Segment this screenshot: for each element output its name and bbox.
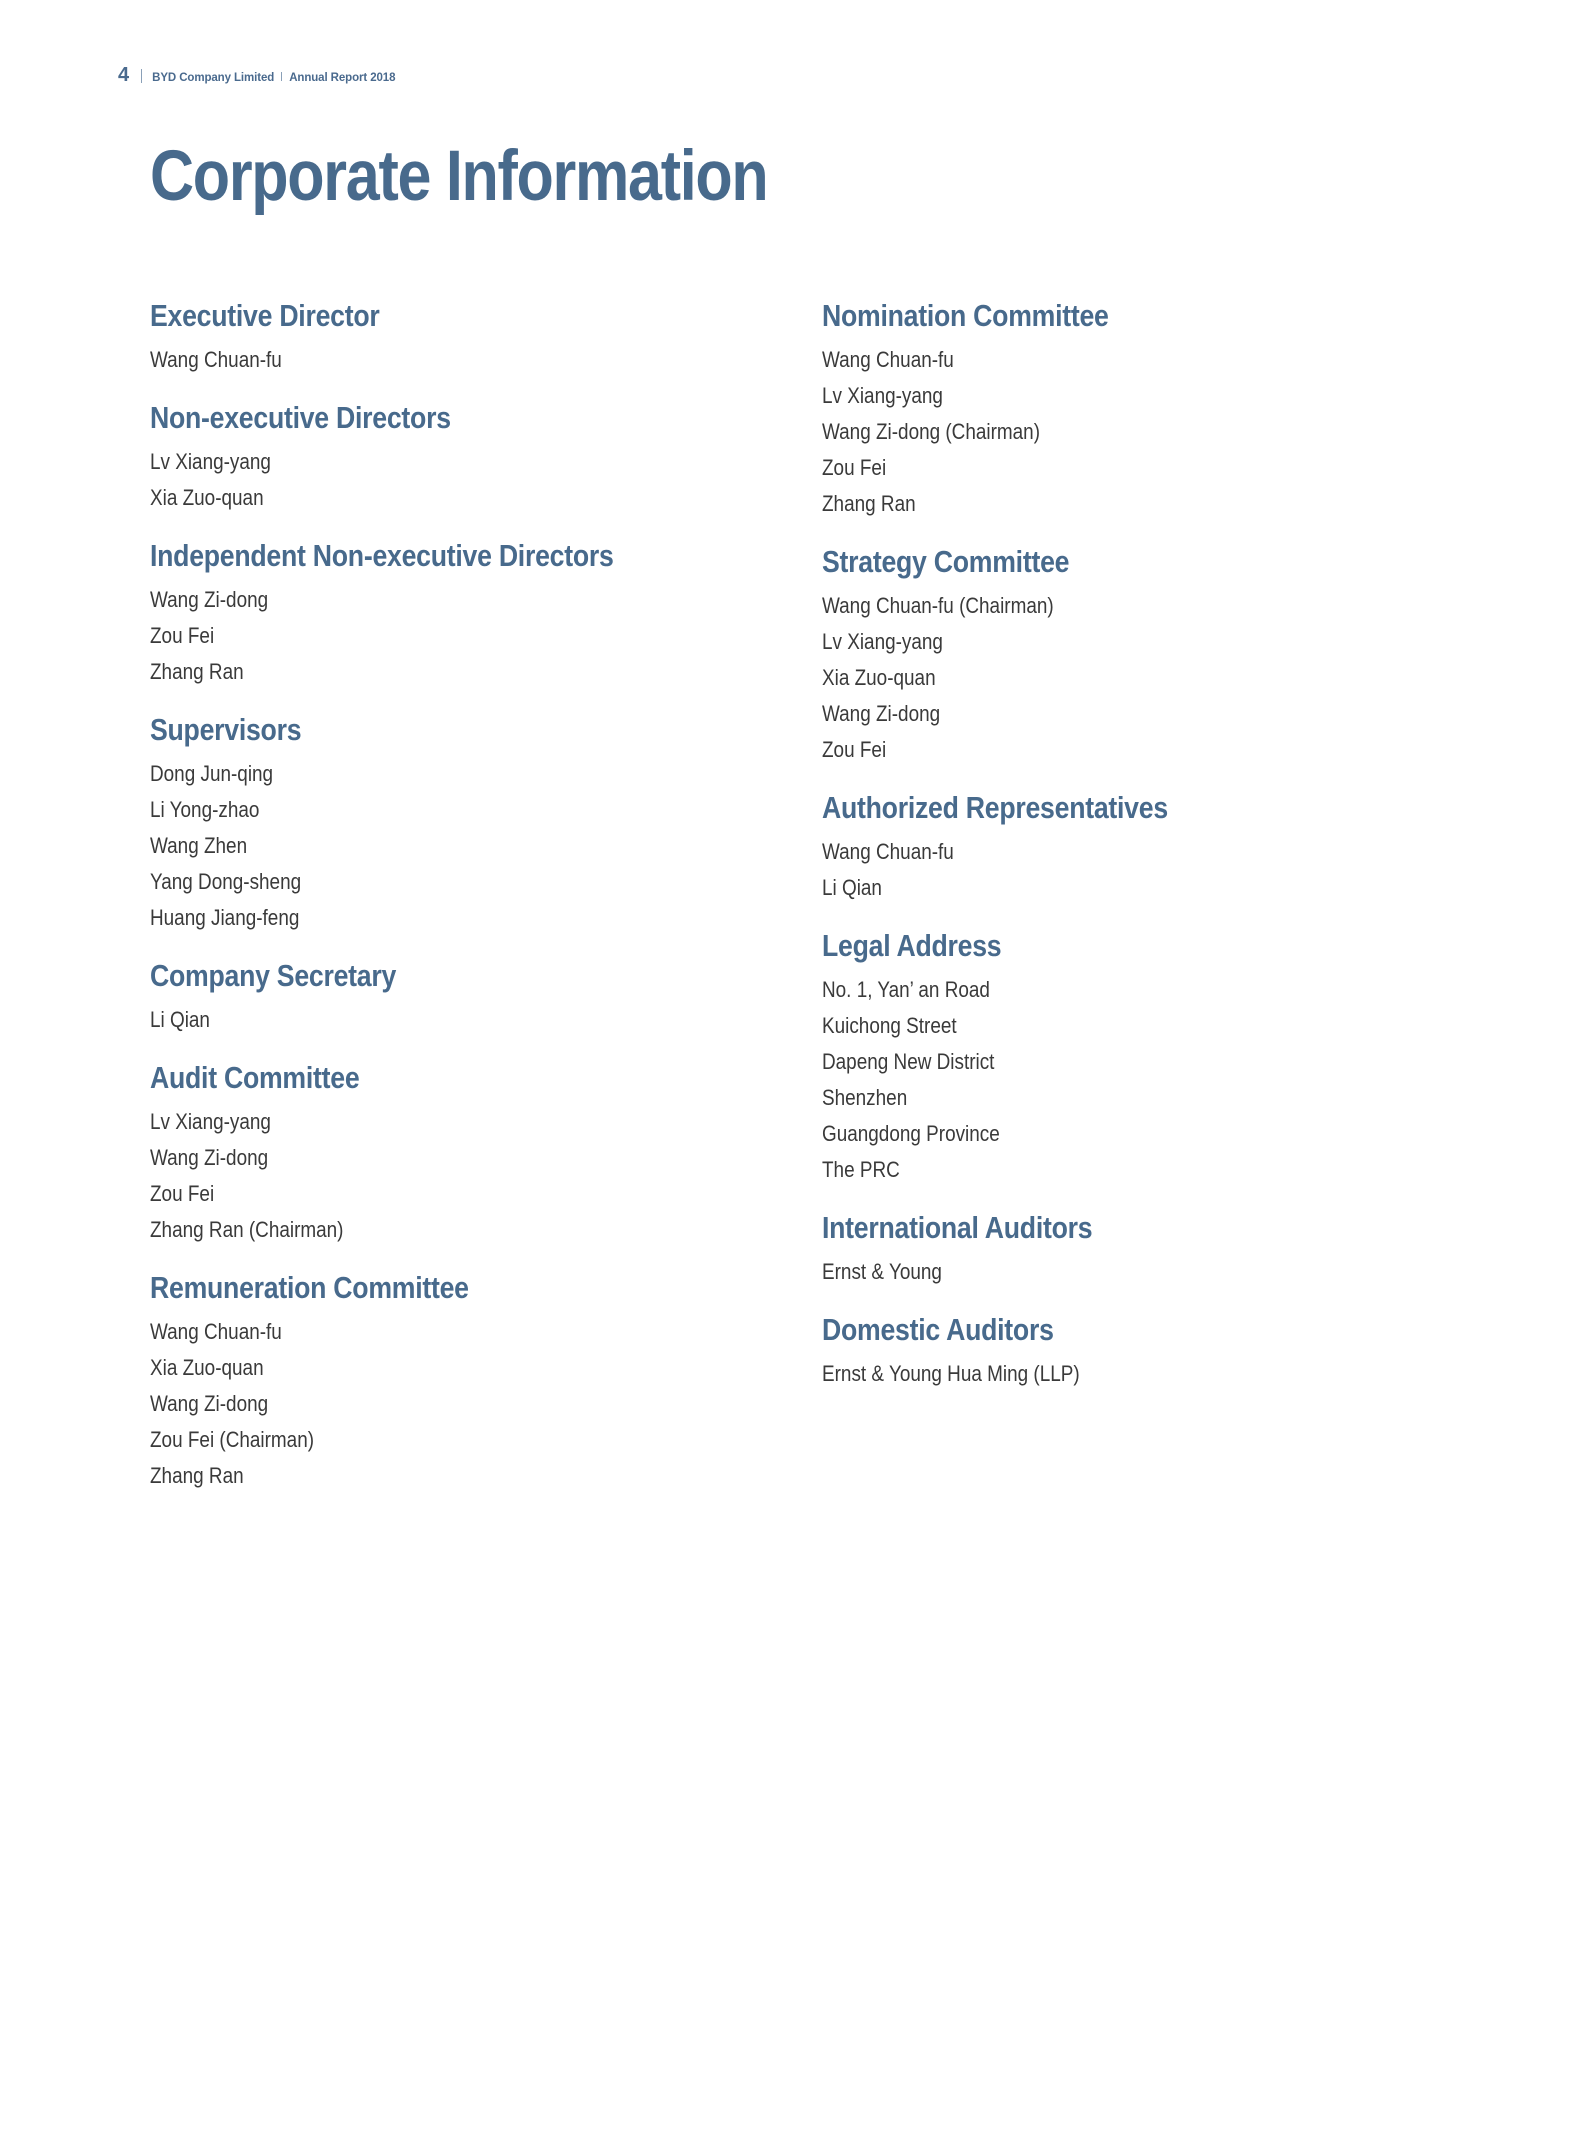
list-item: Ernst & Young: [822, 1259, 942, 1284]
header-divider-small: [281, 72, 282, 81]
list-item: Huang Jiang-feng: [150, 905, 300, 930]
section-strategy-committee: [822, 542, 1462, 768]
section-heading: Authorized Representatives: [822, 790, 1168, 825]
section-heading: Executive Director: [150, 298, 380, 333]
list-item: Wang Chuan-fu: [822, 839, 954, 864]
list-item: Lv Xiang-yang: [150, 1109, 271, 1134]
header-divider: [141, 69, 142, 83]
list-item: Lv Xiang-yang: [150, 449, 271, 474]
entry-list: [822, 342, 1462, 522]
section-heading: Non-executive Directors: [150, 400, 451, 435]
entry-list: [822, 1356, 1462, 1392]
header-report: Annual Report 2018: [289, 72, 396, 84]
entry-list: [150, 444, 790, 516]
section-heading: Strategy Committee: [822, 544, 1070, 579]
entry-list: [150, 342, 790, 378]
list-item: The PRC: [822, 1157, 900, 1182]
list-item: Wang Zi-dong (Chairman): [822, 419, 1041, 444]
list-item: Yang Dong-sheng: [150, 869, 302, 894]
section-heading: Independent Non-executive Directors: [150, 538, 614, 573]
list-item: Wang Zi-dong: [822, 701, 941, 726]
section-executive-director: [150, 296, 790, 378]
list-item: Lv Xiang-yang: [822, 383, 943, 408]
section-legal-address: [822, 926, 1462, 1188]
section-non-executive-directors: [150, 398, 790, 516]
list-item: Li Qian: [150, 1007, 210, 1032]
list-item: Dapeng New District: [822, 1049, 995, 1074]
section-audit-committee: [150, 1058, 790, 1248]
list-item: Ernst & Young Hua Ming (LLP): [822, 1361, 1080, 1386]
section-international-auditors: [822, 1208, 1462, 1290]
entry-list: [150, 582, 790, 690]
list-item: Xia Zuo-quan: [822, 665, 936, 690]
entry-list: [822, 972, 1462, 1188]
list-item: Wang Zi-dong: [150, 1145, 269, 1170]
list-item: Dong Jun-qing: [150, 761, 274, 786]
page-title: Corporate Information: [150, 137, 768, 216]
entry-list: [150, 756, 790, 936]
entry-list: [150, 1104, 790, 1248]
list-item: Zou Fei: [150, 623, 215, 648]
list-item: Wang Zi-dong: [150, 587, 269, 612]
list-item: Zou Fei: [150, 1181, 215, 1206]
list-item: Xia Zuo-quan: [150, 485, 264, 510]
entry-list: [822, 1254, 1462, 1290]
list-item: Zhang Ran (Chairman): [150, 1217, 344, 1242]
section-heading: Supervisors: [150, 712, 302, 747]
list-item: Kuichong Street: [822, 1013, 957, 1038]
left-column: [150, 296, 790, 1514]
list-item: Wang Chuan-fu (Chairman): [822, 593, 1054, 618]
section-heading: Legal Address: [822, 928, 1002, 963]
section-company-secretary: [150, 956, 790, 1038]
list-item: Lv Xiang-yang: [822, 629, 943, 654]
section-authorized-representatives: [822, 788, 1462, 906]
section-heading: Remuneration Committee: [150, 1270, 469, 1305]
section-supervisors: [150, 710, 790, 936]
list-item: Zou Fei: [822, 737, 887, 762]
right-column: [822, 296, 1462, 1412]
list-item: Wang Zhen: [150, 833, 248, 858]
running-header: [118, 64, 395, 87]
list-item: Li Yong-zhao: [150, 797, 260, 822]
list-item: Wang Chuan-fu: [150, 1319, 282, 1344]
list-item: Zou Fei (Chairman): [150, 1427, 315, 1452]
section-heading: International Auditors: [822, 1210, 1093, 1245]
list-item: Wang Chuan-fu: [150, 347, 282, 372]
header-company: BYD Company Limited: [152, 72, 275, 84]
section-domestic-auditors: [822, 1310, 1462, 1392]
list-item: Shenzhen: [822, 1085, 908, 1110]
section-heading: Domestic Auditors: [822, 1312, 1054, 1347]
list-item: Wang Zi-dong: [150, 1391, 269, 1416]
list-item: Wang Chuan-fu: [822, 347, 954, 372]
list-item: Zhang Ran: [822, 491, 916, 516]
list-item: Zou Fei: [822, 455, 887, 480]
entry-list: [150, 1002, 790, 1038]
section-heading: Audit Committee: [150, 1060, 360, 1095]
entry-list: [822, 588, 1462, 768]
entry-list: [150, 1314, 790, 1494]
section-independent-non-executive-directors: [150, 536, 790, 690]
section-heading: Nomination Committee: [822, 298, 1109, 333]
section-heading: Company Secretary: [150, 958, 397, 993]
section-nomination-committee: [822, 296, 1462, 522]
section-remuneration-committee: [150, 1268, 790, 1494]
list-item: Zhang Ran: [150, 659, 244, 684]
entry-list: [822, 834, 1462, 906]
list-item: Xia Zuo-quan: [150, 1355, 264, 1380]
page-number: 4: [118, 64, 130, 86]
list-item: Guangdong Province: [822, 1121, 1000, 1146]
list-item: No. 1, Yan’ an Road: [822, 977, 990, 1002]
list-item: Zhang Ran: [150, 1463, 244, 1488]
list-item: Li Qian: [822, 875, 882, 900]
